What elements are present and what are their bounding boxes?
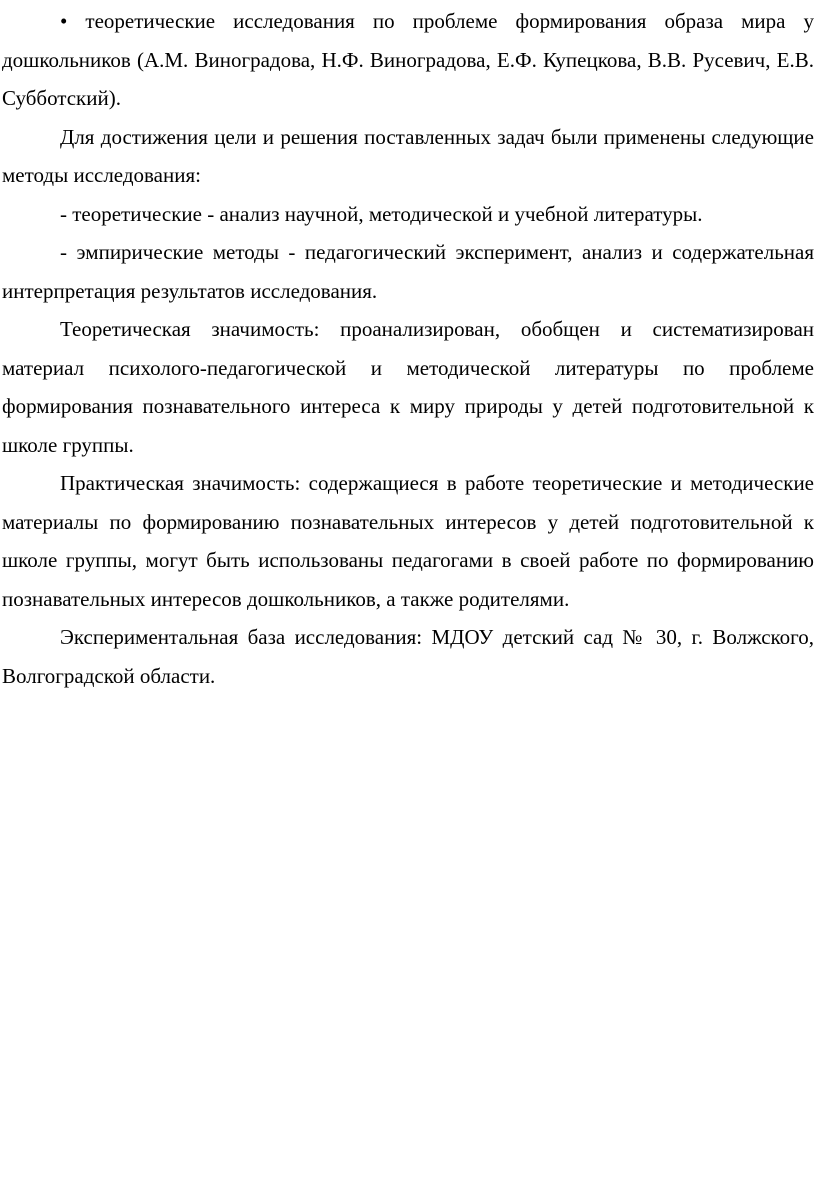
paragraph-experimental-base: Экспериментальная база исследования: МДОУ детский сад № 30, г. Волжского, Волгоградской области.: [2, 625, 814, 688]
paragraph-research-theory: • теоретические исследования по проблеме формирования образа мира у дошкольников (А.М. Виноградова, Н.Ф. Виноградова, Е.Ф. Купецкова, В.В. Русевич, Е.В. Субботский).: [2, 9, 814, 110]
paragraph-methods-theoretical: - теоретические - анализ научной, методической и учебной литературы.: [60, 201, 703, 226]
paragraph-methods-empirical: - эмпирические методы - педагогический эксперимент, анализ и содержательная интерпретация результатов исследования.: [2, 240, 814, 303]
paragraph-practical-significance: Практическая значимость: содержащиеся в работе теоретические и методические материалы по формированию познавательных интересов у детей подготовительной к школе группы, могут быть использованы педагогами в своей работе по формированию познавательных интересов дошкольников, а также родителями.: [2, 471, 814, 611]
paragraph-theoretical-significance: Теоретическая значимость: проанализирован, обобщен и систематизирован материал психолого-педагогической и методической литературы по проблеме формирования познавательного интереса к миру природы у детей подготовительной к школе группы.: [2, 317, 814, 457]
document-body: [2, 2, 814, 695]
paragraph-methods-intro: Для достижения цели и решения поставленных задач были применены следующие методы исследования:: [2, 124, 814, 187]
